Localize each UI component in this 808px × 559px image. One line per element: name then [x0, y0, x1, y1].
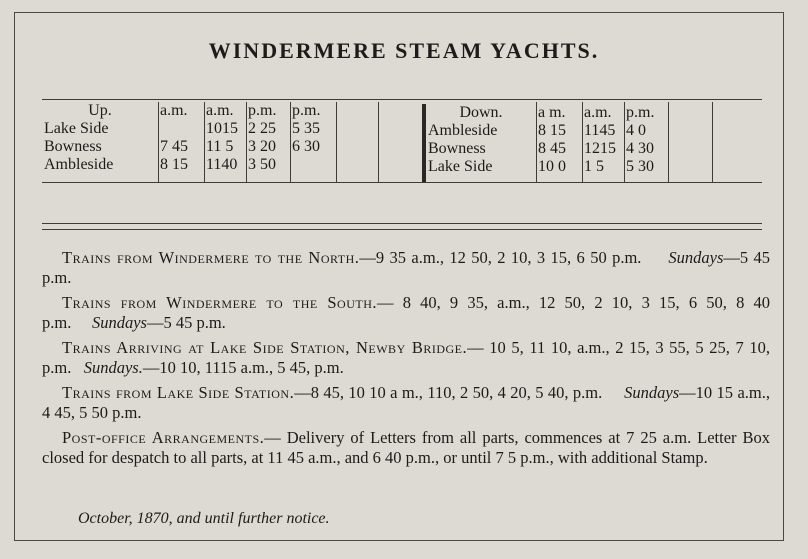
up-header-row: [42, 102, 336, 120]
up-row: [42, 138, 336, 156]
down-column-rule: [624, 102, 625, 182]
down-column-rule: [712, 102, 713, 182]
notice-times: —9 35 a.m., 12 50, 2 10, 3 15, 6 50 p.m.: [359, 248, 642, 267]
down-time: 1145: [584, 122, 616, 139]
up-header-col3: p.m.: [248, 102, 277, 119]
sunday-label: Sundays: [91, 312, 147, 332]
footer-date: October, 1870,: [78, 510, 173, 527]
notice-times: — 10 5, 11 10, a.m., 2 15, 3 55, 5 25, 7 10, p.m.: [42, 338, 770, 377]
up-time: 5 35: [292, 120, 320, 137]
down-time: [668, 140, 708, 158]
down-row: [426, 140, 708, 158]
up-time: 6 30: [292, 138, 320, 155]
down-header-col4: [668, 104, 708, 122]
up-time: 3 20: [248, 138, 276, 155]
down-row: [426, 122, 708, 140]
down-header-row: [426, 104, 708, 122]
up-column-rule: [290, 102, 291, 182]
down-stop: Ambleside: [428, 122, 498, 139]
up-table: [42, 102, 336, 174]
sunday-times: —10 10, 1115 a.m., 5 45, p.m.: [142, 357, 344, 377]
notice-heading: Post-office Arrangements.: [62, 428, 265, 447]
train-notices: [42, 248, 770, 473]
down-column-rule: [536, 102, 537, 182]
notice-times: — Delivery of Letters from all parts, commences at 7 25 a.m. Letter Box closed for despatch to all parts, at 11 45 a.m., and 6 40 p.m., or until 7 5 p.m., with additional Stamp.: [42, 428, 771, 467]
down-time: 10 0: [538, 158, 566, 175]
notice-post-office: [42, 428, 770, 467]
notice-times: —8 45, 10 10 a m., 110, 2 50, 4 20, 5 40, p.m.: [294, 383, 603, 402]
down-header-col3: p.m.: [626, 104, 655, 121]
up-time: 3 50: [248, 156, 276, 173]
table-bottom-rule: [42, 182, 762, 183]
up-column-rule: [246, 102, 247, 182]
down-time: 8 15: [538, 122, 566, 139]
up-column-rule: [378, 102, 379, 182]
down-column-rule: [582, 102, 583, 182]
footer-note: [78, 510, 330, 528]
sunday-label: Sundays: [668, 248, 724, 267]
up-time: 11 5: [206, 138, 234, 155]
notice-heading: Trains from Windermere to the South.: [62, 293, 378, 312]
down-stop: Bowness: [428, 140, 486, 157]
sunday-label: Sundays.: [83, 357, 143, 377]
notice-heading: Trains from Windermere to the North.: [62, 248, 360, 267]
notice-south: [42, 293, 770, 332]
down-time: 4 30: [626, 140, 654, 157]
notice-lake-side-departures: [42, 383, 770, 422]
down-time: 8 45: [538, 140, 566, 157]
page-title: WINDERMERE STEAM YACHTS.: [208, 38, 600, 63]
yacht-timetable: [42, 100, 762, 183]
down-time: 5 30: [626, 158, 654, 175]
up-row: [42, 156, 336, 174]
up-time: 1140: [206, 156, 238, 173]
up-stop: Bowness: [44, 138, 102, 155]
notice-north: [42, 248, 770, 287]
up-time: 2 25: [248, 120, 276, 137]
up-time: [158, 120, 204, 138]
double-rule-bottom: [42, 229, 762, 230]
down-header-col2: a.m.: [584, 104, 612, 121]
up-header-direction: Up.: [88, 102, 112, 119]
double-rule-top: [42, 223, 762, 224]
down-table: [426, 104, 708, 176]
up-column-rule: [158, 102, 159, 182]
up-stop: Ambleside: [44, 156, 114, 173]
sunday-label: Sundays: [624, 383, 680, 402]
sunday-times: —10 15 a.m., 4 45, 5 50 p.m.: [42, 383, 770, 422]
up-header-col4: p.m.: [292, 102, 321, 119]
down-header-direction: Down.: [459, 104, 503, 121]
down-column-rule: [668, 102, 669, 182]
down-header-col1: a m.: [538, 104, 566, 121]
notice-times: — 8 40, 9 35, a.m., 12 50, 2 10, 3 15, 6 50, 8 40 p.m.: [42, 293, 770, 332]
down-time: [668, 122, 708, 140]
down-time: 1 5: [584, 158, 604, 175]
down-time: [668, 158, 708, 176]
sunday-times: —5 45 p.m.: [146, 312, 226, 332]
up-time: 8 15: [160, 156, 188, 173]
up-row: [42, 120, 336, 138]
down-time: 1215: [584, 140, 616, 157]
sunday-times: —5 45 p.m.: [42, 248, 771, 287]
down-stop: Lake Side: [428, 158, 493, 175]
up-time: 7 45: [160, 138, 188, 155]
notice-heading: Trains from Lake Side Station.: [62, 383, 295, 402]
up-header-col1: a.m.: [160, 102, 188, 119]
up-column-rule: [204, 102, 205, 182]
footer-until: and until further notice.: [176, 510, 330, 527]
up-time: 1015: [206, 120, 238, 137]
up-time: [290, 156, 336, 174]
notice-heading: Trains Arriving at Lake Side Station, Newby Bridge.: [62, 338, 468, 357]
up-column-rule: [336, 102, 337, 182]
notice-lake-side-arrivals: [42, 338, 770, 377]
up-stop: Lake Side: [44, 120, 109, 137]
up-header-col2: a.m.: [206, 102, 234, 119]
down-time: 4 0: [626, 122, 646, 139]
down-row: [426, 158, 708, 176]
